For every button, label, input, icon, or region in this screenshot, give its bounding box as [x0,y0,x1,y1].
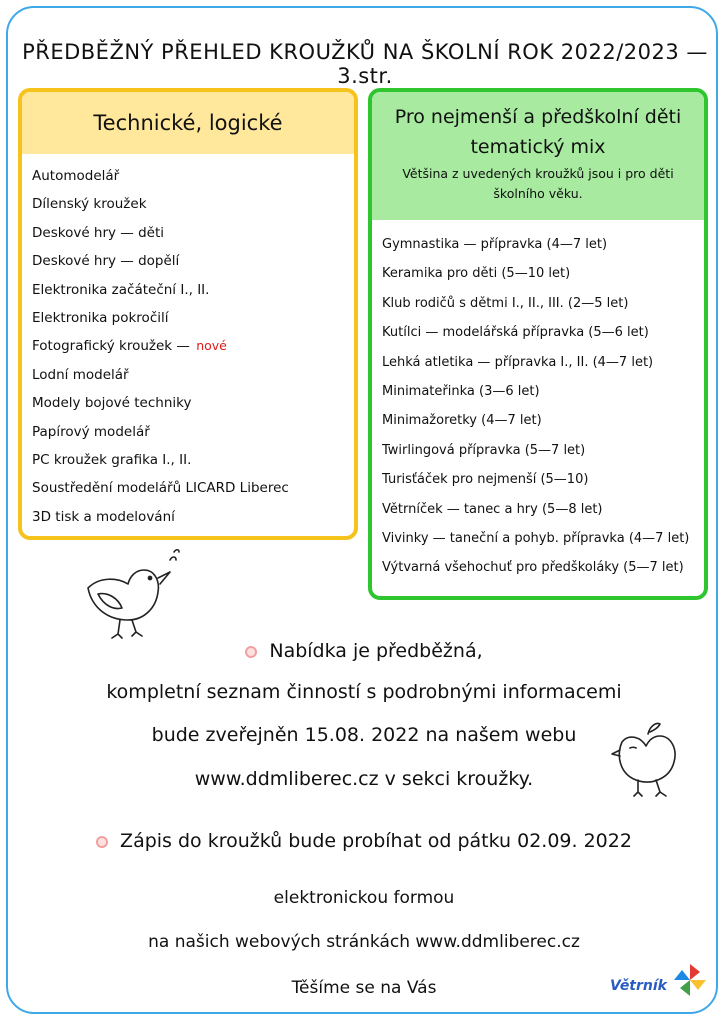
list-item: 3D tisk a modelování [32,508,175,525]
preschool-subtitle [372,164,704,204]
list-item: Vivinky — taneční a pohyb. přípravka (4—7 let) [382,530,690,546]
list-item: Minimateřinka (3—6 let) [382,383,540,399]
bullet-dot-icon [96,836,108,848]
preschool-title-line2: tematický mix [470,136,606,158]
preschool-header [372,92,704,220]
list-item: Lehká atletika — přípravka I., II. (4—7 let) [382,354,654,370]
notice-text: Nabídka je předběžná, [269,640,483,662]
notice-line3: bude zveřejněn 15.08. 2022 na našem webu [151,724,577,746]
list-item: Deskové hry — dopělí [32,253,180,270]
page-title: PŘEDBĚŽNÝ PŘEHLED KROUŽKŮ NA ŠKOLNÍ ROK 2022/2023 — 3.str. [22,40,708,88]
technical-logic-header: Technické, logické [22,92,354,154]
singing-bird-icon [78,548,188,646]
list-item: Elektronika začáteční I., II. [32,281,210,298]
preschool-list [372,220,704,583]
list-item: Minimažoretky (4—7 let) [382,413,542,429]
list-item: Turisťáček pro nejmenší (5—10) [382,472,589,488]
list-item: Kutílci — modelářská přípravka (5—6 let) [382,325,649,341]
list-item: Lodní modelář [32,366,129,383]
notice-line7: na našich webových stránkách www.ddmliberec.cz [148,932,580,952]
list-item: Výtvarná všehochuť pro předškoláky (5—7 let) [382,560,684,576]
list-item: Klub rodičů s dětmi I., II., III. (2—5 let) [382,295,629,311]
notice-line8: Těšíme se na Vás [291,978,437,998]
list-item: Gymnastika — přípravka (4—7 let) [382,237,608,252]
enrollment-line [0,830,728,852]
list-item: Deskové hry — děti [32,224,165,241]
enrollment-text: Zápis do kroužků bude probíhat od pátku 02.09. 2022 [120,830,632,852]
technical-logic-list [22,154,354,531]
logo-text: Větrník [610,978,667,994]
list-item: Twirlingová přípravka (5—7 let) [382,442,586,458]
technical-logic-box [18,88,358,540]
preschool-title [372,92,704,162]
list-item-label: Fotografický kroužek — [32,338,190,355]
list-item: Soustředění modelářů LICARD Liberec [32,480,289,497]
preschool-title-line1: Pro nejmenší a předškolní děti [394,106,682,128]
list-item: Větrníček — tanec a hry (5—8 let) [382,501,603,517]
notice-line1 [0,640,728,662]
preschool-subtitle-line1: Většina z uvedených kroužků jsou i pro děti [402,166,674,181]
list-item: Papírový modelář [32,423,150,440]
list-item: Dílenský kroužek [32,196,147,213]
preschool-subtitle-line2: školního věku. [493,186,583,201]
notice-line4: www.ddmliberec.cz v sekci kroužky. [194,768,534,790]
bullet-dot-icon [245,646,257,658]
list-item: Modely bojové techniky [32,395,192,412]
list-item: PC kroužek grafika I., II. [32,451,192,468]
vetrnik-logo [610,962,710,1006]
list-item-photo [32,332,354,360]
list-item: Keramika pro děti (5—10 let) [382,266,571,282]
list-item: Elektronika pokročilí [32,309,169,326]
pinwheel-logo-icon [672,962,708,998]
list-item: Automodelář [32,168,120,184]
notice-line6: elektronickou formou [273,888,455,908]
notice-line2: kompletní seznam činností s podrobnými informacemi [106,681,622,703]
new-badge: nové [196,338,227,354]
preschool-box [368,88,708,600]
